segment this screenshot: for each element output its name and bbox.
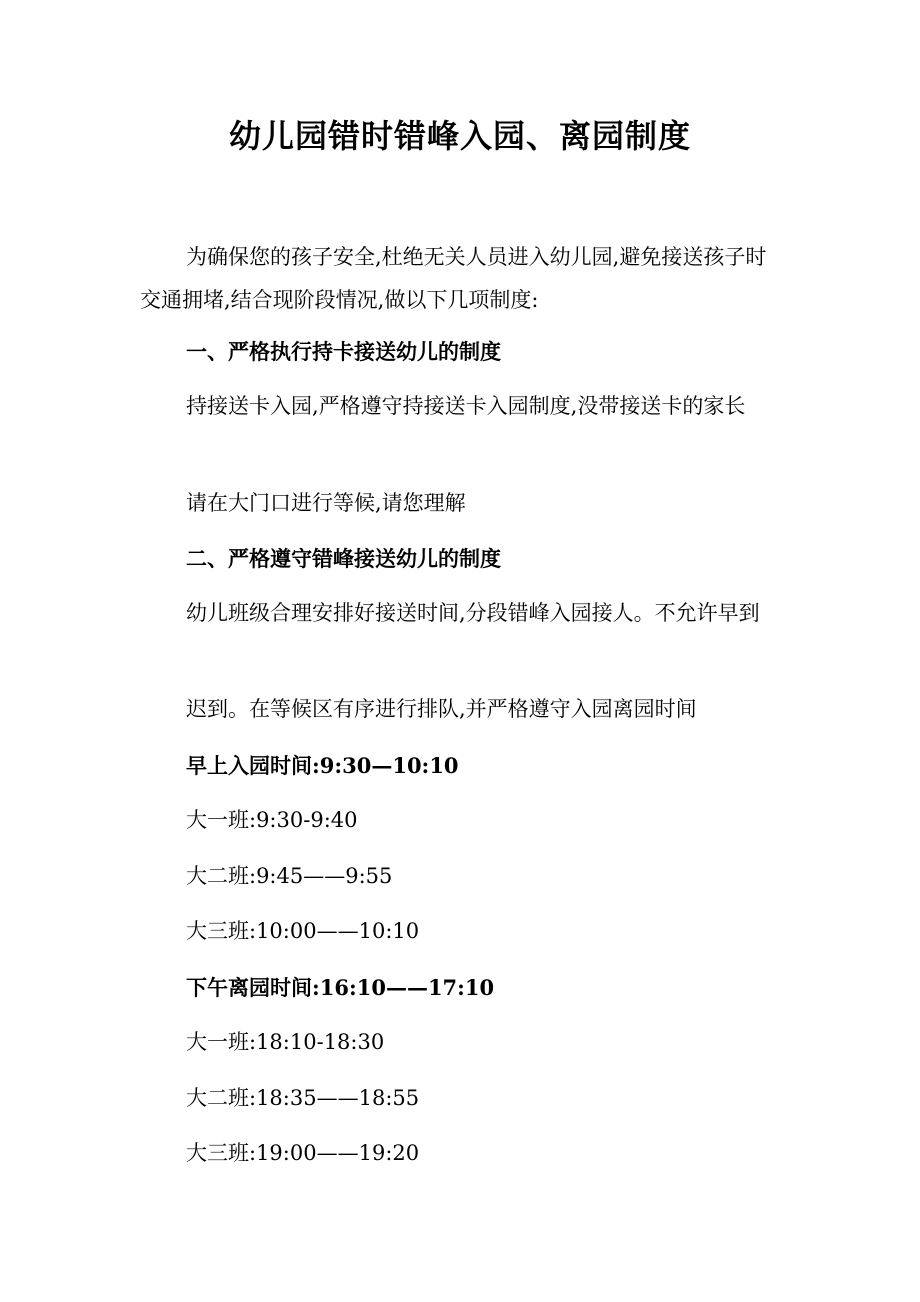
afternoon-class-1: 大一班:18:10-18:30 [186, 1030, 385, 1054]
document-title: 幼儿园错时错峰入园、离园制度 [228, 117, 691, 155]
section1-paragraph-1: 持接送卡入园,严格遵守持接送卡入园制度,没带接送卡的家长 [186, 394, 746, 418]
section2-heading: 二、严格遵守错峰接送幼儿的制度 [186, 546, 501, 571]
morning-time-heading: 早上入园时间:9:30—10:10 [186, 753, 459, 778]
afternoon-class-2: 大二班:18:35——18:55 [186, 1086, 420, 1110]
afternoon-time-heading: 下午离园时间:16:10——17:10 [186, 975, 495, 1000]
section2-paragraph-2: 迟到。在等候区有序进行排队,并严格遵守入园离园时间 [186, 697, 697, 721]
section2-paragraph-1: 幼儿班级合理安排好接送时间,分段错峰入园接人。不允许早到 [186, 601, 760, 625]
morning-class-2: 大二班:9:45——9:55 [186, 864, 393, 888]
section1-paragraph-2: 请在大门口进行等候,请您理解 [186, 491, 466, 515]
afternoon-class-3: 大三班:19:00——19:20 [186, 1141, 420, 1165]
morning-class-1: 大一班:9:30-9:40 [186, 808, 358, 832]
morning-class-3: 大三班:10:00——10:10 [186, 919, 420, 943]
intro-paragraph: 为确保您的孩子安全,杜绝无关人员进入幼儿园,避免接送孩子时交通拥堵,结合现阶段情况,做以下几项制度: [140, 245, 767, 312]
section1-heading: 一、严格执行持卡接送幼儿的制度 [186, 339, 501, 364]
